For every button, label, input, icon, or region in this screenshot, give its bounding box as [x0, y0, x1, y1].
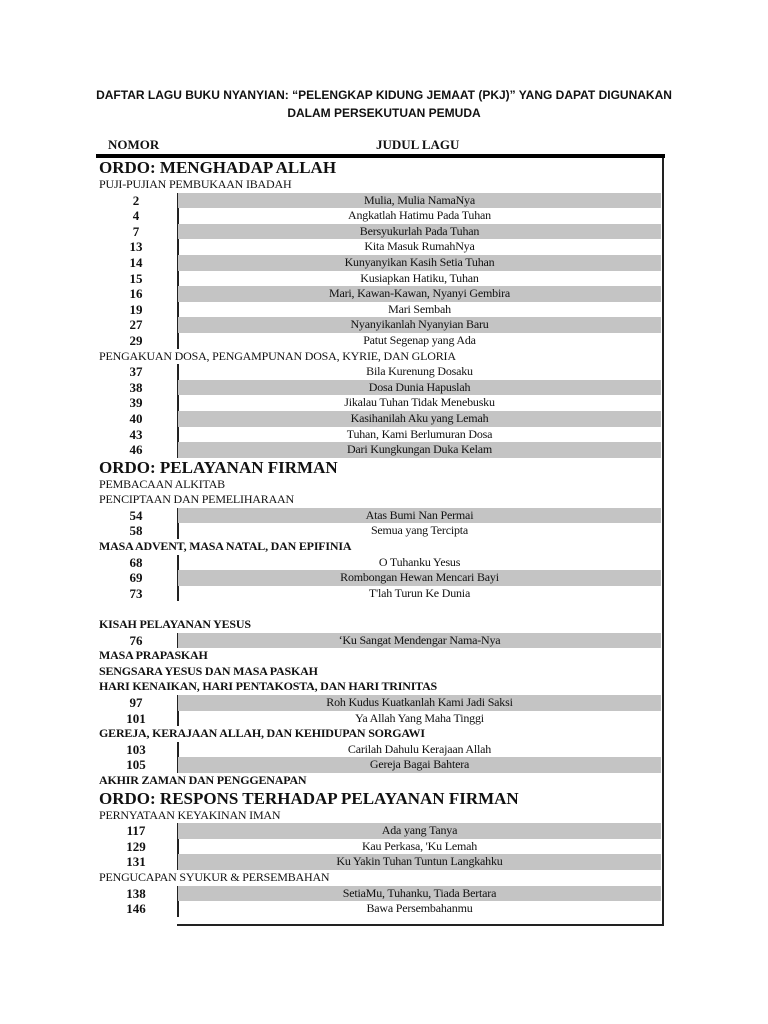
- song-number: 68: [129, 554, 143, 570]
- song-number: 138: [126, 885, 146, 901]
- song-number: 37: [129, 364, 143, 380]
- song-title: Semua yang Tercipta: [370, 523, 469, 538]
- song-row: [96, 317, 663, 333]
- section-heading-text: PUJI-PUJIAN PEMBUKAAN IBADAH: [99, 177, 292, 191]
- song-row: [96, 901, 663, 917]
- song-number: 38: [129, 379, 143, 395]
- song-title: Dari Kungkungan Duka Kelam: [178, 442, 661, 458]
- song-table: [96, 158, 663, 917]
- song-title: SetiaMu, Tuhanku, Tiada Bertara: [178, 886, 661, 902]
- song-number: 15: [129, 270, 143, 286]
- song-title: Ku Yakin Tuhan Tuntun Langkahku: [178, 854, 661, 870]
- song-number: 146: [126, 901, 146, 917]
- song-title: Tuhan, Kami Berlumuran Dosa: [346, 426, 493, 441]
- song-row: [96, 286, 663, 302]
- song-number: 46: [129, 442, 143, 458]
- section-heading: [96, 539, 663, 555]
- song-row: [96, 427, 663, 443]
- song-title: O Tuhanku Yesus: [378, 554, 461, 569]
- section-heading-text: GEREJA, KERAJAAN ALLAH, DAN KEHIDUPAN SORGAWI: [99, 726, 425, 741]
- song-row: [96, 411, 663, 427]
- song-title: Jikalau Tuhan Tidak Menebusku: [344, 395, 495, 410]
- song-row: [96, 508, 663, 524]
- table-right-border: [662, 158, 664, 925]
- song-title: Gereja Bagai Bahtera: [178, 757, 661, 773]
- song-row: [96, 224, 663, 240]
- song-title: Kasihanilah Aku yang Lemah: [178, 411, 661, 427]
- song-row: [96, 757, 663, 773]
- song-title: ‘Ku Sangat Mendengar Nama-Nya: [178, 633, 661, 649]
- section-heading-text: MASA ADVENT, MASA NATAL, DAN EPIFINIA: [99, 539, 352, 554]
- song-row: [96, 695, 663, 711]
- section-heading: [96, 177, 663, 193]
- song-row: [96, 570, 663, 586]
- song-number: 54: [129, 507, 143, 523]
- section-heading-text: MASA PRAPASKAH: [99, 648, 208, 663]
- section-heading-text: PENGAKUAN DOSA, PENGAMPUNAN DOSA, KYRIE, DAN GLORIA: [99, 348, 456, 363]
- section-heading-text: SENGSARA YESUS DAN MASA PASKAH: [99, 663, 318, 678]
- song-row: [96, 333, 663, 349]
- song-number: 117: [126, 823, 146, 839]
- ordo-heading-text: ORDO: MENGHADAP ALLAH: [99, 158, 337, 177]
- song-number: 73: [129, 585, 143, 601]
- song-number: 131: [126, 854, 146, 870]
- song-row: [96, 239, 663, 255]
- song-title: Mari Sembah: [388, 301, 451, 316]
- song-title: Rombongan Hewan Mencari Bayi: [178, 570, 661, 586]
- section-heading-text: AKHIR ZAMAN DAN PENGGENAPAN: [99, 772, 307, 787]
- column-header-title: JUDUL LAGU: [376, 137, 460, 152]
- song-number: 97: [129, 695, 143, 710]
- song-number: 69: [129, 570, 143, 586]
- ordo-heading-text: ORDO: PELAYANAN FIRMAN: [99, 457, 338, 477]
- song-number: 2: [132, 192, 140, 208]
- song-title: T'lah Turun Ke Dunia: [368, 585, 471, 600]
- song-number: 7: [132, 223, 140, 239]
- song-row: [96, 823, 663, 839]
- ordo-heading: [96, 158, 663, 177]
- section-heading: [96, 773, 663, 789]
- song-title: Bawa Persembahanmu: [366, 901, 473, 916]
- song-row: [96, 255, 663, 271]
- ordo-heading-text: ORDO: RESPONS TERHADAP PELAYANAN FIRMAN: [99, 788, 519, 808]
- song-title: Ada yang Tanya: [178, 823, 661, 839]
- song-title: Atas Bumi Nan Permai: [178, 508, 661, 524]
- song-row: [96, 523, 663, 539]
- song-number: 43: [129, 426, 143, 442]
- song-title: Carilah Dahulu Kerajaan Allah: [347, 741, 492, 756]
- song-number: 13: [129, 239, 143, 255]
- section-heading: [96, 492, 663, 508]
- ordo-heading: [96, 789, 663, 808]
- song-number: 29: [129, 332, 143, 348]
- spacer-row: [96, 601, 663, 617]
- song-row: [96, 854, 663, 870]
- section-heading-text: KISAH PELAYANAN YESUS: [99, 617, 251, 632]
- section-heading-text: PERNYATAAN KEYAKINAN IMAN: [99, 807, 281, 822]
- song-row: [96, 711, 663, 727]
- song-number: 19: [129, 301, 143, 317]
- song-row: [96, 586, 663, 602]
- section-heading: [96, 648, 663, 664]
- section-heading: [96, 617, 663, 633]
- song-row: [96, 380, 663, 396]
- song-row: [96, 886, 663, 902]
- song-row: [96, 193, 663, 209]
- section-heading-text: PEMBACAAN ALKITAB: [99, 476, 225, 491]
- song-number: 105: [126, 757, 146, 773]
- section-heading-text: HARI KENAIKAN, HARI PENTAKOSTA, DAN HARI TRINITAS: [99, 679, 438, 694]
- song-title: Kau Perkasa, 'Ku Lemah: [361, 838, 478, 853]
- song-number: 39: [129, 395, 143, 411]
- section-heading: [96, 808, 663, 824]
- section-heading: [96, 349, 663, 365]
- song-number: 76: [129, 632, 143, 648]
- song-row: [96, 555, 663, 571]
- song-row: [96, 742, 663, 758]
- song-title: Angkatlah Hatimu Pada Tuhan: [348, 208, 491, 223]
- section-heading: [96, 664, 663, 680]
- song-row: [96, 302, 663, 318]
- song-title: Kunyanyikan Kasih Setia Tuhan: [178, 255, 661, 271]
- section-heading: [96, 679, 663, 695]
- document-title-line-2: DALAM PERSEKUTUAN PEMUDA: [287, 106, 481, 120]
- ordo-heading: [96, 458, 663, 477]
- song-number: 129: [126, 838, 146, 854]
- song-row: [96, 364, 663, 380]
- song-row: [96, 442, 663, 458]
- song-title: Ya Allah Yang Maha Tinggi: [355, 710, 484, 725]
- column-header-number: NOMOR: [108, 137, 160, 152]
- song-title: Kusiapkan Hatiku, Tuhan: [360, 270, 479, 285]
- song-title: Nyanyikanlah Nyanyian Baru: [178, 317, 661, 333]
- song-row: [96, 633, 663, 649]
- song-number: 14: [129, 254, 143, 270]
- section-heading-text: PENGUCAPAN SYUKUR & PERSEMBAHAN: [99, 869, 330, 884]
- song-title: Kita Masuk RumahNya: [364, 239, 475, 254]
- section-heading-text: PENCIPTAAN DAN PEMELIHARAAN: [99, 492, 294, 507]
- table-bottom-border: [177, 924, 664, 926]
- song-row: [96, 208, 663, 224]
- song-number: 58: [129, 523, 143, 539]
- document-title-line-1: DAFTAR LAGU BUKU NYANYIAN: “PELENGKAP KIDUNG JEMAAT (PKJ)” YANG DAPAT DIGUNAKAN: [96, 88, 672, 102]
- section-heading: [96, 726, 663, 742]
- song-number: 101: [126, 710, 146, 726]
- song-number: 103: [126, 741, 146, 757]
- song-number: 27: [129, 317, 143, 333]
- song-title: Bila Kurenung Dosaku: [366, 364, 473, 379]
- song-title: Bersyukurlah Pada Tuhan: [178, 224, 661, 240]
- song-row: [96, 395, 663, 411]
- song-title: Roh Kudus Kuatkanlah Kami Jadi Saksi: [178, 695, 661, 711]
- section-heading: [96, 477, 663, 493]
- song-title: Mari, Kawan-Kawan, Nyanyi Gembira: [178, 286, 661, 302]
- song-number: 4: [132, 208, 140, 224]
- song-row: [96, 271, 663, 287]
- song-number: 40: [129, 410, 143, 426]
- song-title: Dosa Dunia Hapuslah: [178, 380, 661, 396]
- song-number: 16: [129, 286, 143, 302]
- song-row: [96, 839, 663, 855]
- section-heading: [96, 870, 663, 886]
- song-title: Mulia, Mulia NamaNya: [178, 193, 661, 209]
- song-title: Patut Segenap yang Ada: [363, 332, 476, 347]
